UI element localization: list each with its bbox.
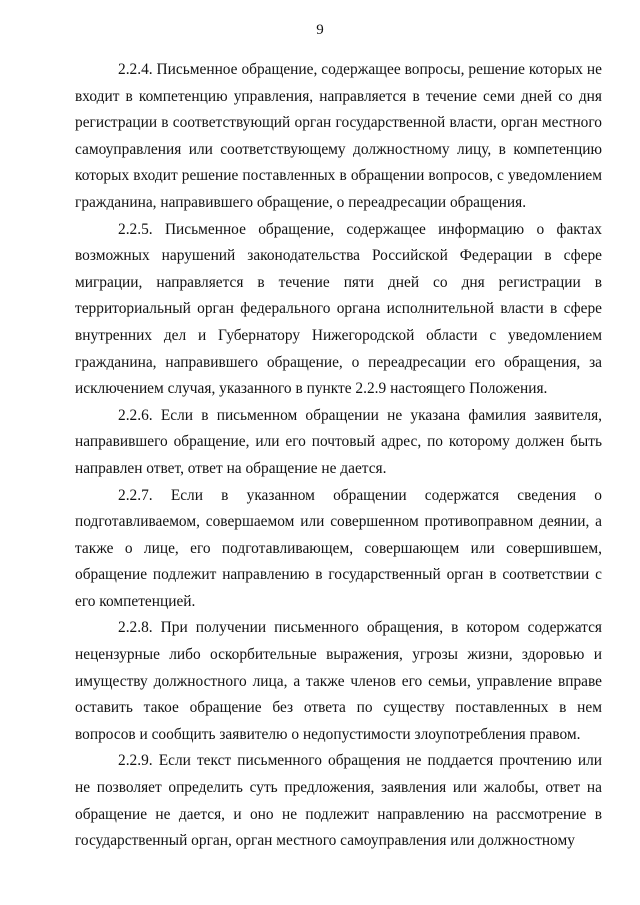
paragraph-2-2-9: 2.2.9. Если текст письменного обращения не поддается прочтению или не позволяет определить суть предложения, заявления или жалобы, ответ на обращение не дается, и оно не подлежит направлению на рассмотрение в государственный орган, орган местного самоуправления или должностному <box>75 752 602 850</box>
document-body <box>75 57 602 855</box>
paragraph-2-2-6: 2.2.6. Если в письменном обращении не указана фамилия заявителя, направившего обращение, или его почтовый адрес, по которому должен быть направлен ответ, ответ на обращение не дается. <box>75 406 602 477</box>
paragraph-2-2-4: 2.2.4. Письменное обращение, содержащее вопросы, решение которых не входит в компетенцию управления, направляется в течение семи дней со дня регистрации в соответствующий орган государственной власти, орган местного самоуправления или соответствующему должностному лицу, в компетенцию которых входит решение поставленных в обращении вопросов, с уведомлением гражданина, направившего обращение, о переадресации обращения. <box>75 61 602 211</box>
paragraph-2-2-8: 2.2.8. При получении письменного обращения, в котором содержатся нецензурные либо оскорбительные выражения, угрозы жизни, здоровью и имуществу должностного лица, а также членов его семьи, управление вправе оставить такое обращение без ответа по существу поставленных в нем вопросов и сообщить заявителю о недопустимости злоупотребления правом. <box>75 619 602 743</box>
paragraph-2-2-7: 2.2.7. Если в указанном обращении содержатся сведения о подготавливаемом, совершаемом или совершенном противоправном деянии, а также о лице, его подготавливающем, совершающем или совершившем, обращение подлежит направлению в государственный орган в соответствии с его компетенцией. <box>75 486 602 610</box>
paragraph-2-2-5: 2.2.5. Письменное обращение, содержащее информацию о фактах возможных нарушений законодательства Российской Федерации в сфере миграции, направляется в течение пяти дней со дня регистрации в территориальный орган федерального органа исполнительной власти в сфере внутренних дел и Губернатору Нижегородской области с уведомлением гражданина, направившего обращение, о переадресации его обращения, за исключением случая, указанного в пункте 2.2.9 настоящего Положения. <box>75 220 602 398</box>
page-number: 9 <box>316 22 324 38</box>
